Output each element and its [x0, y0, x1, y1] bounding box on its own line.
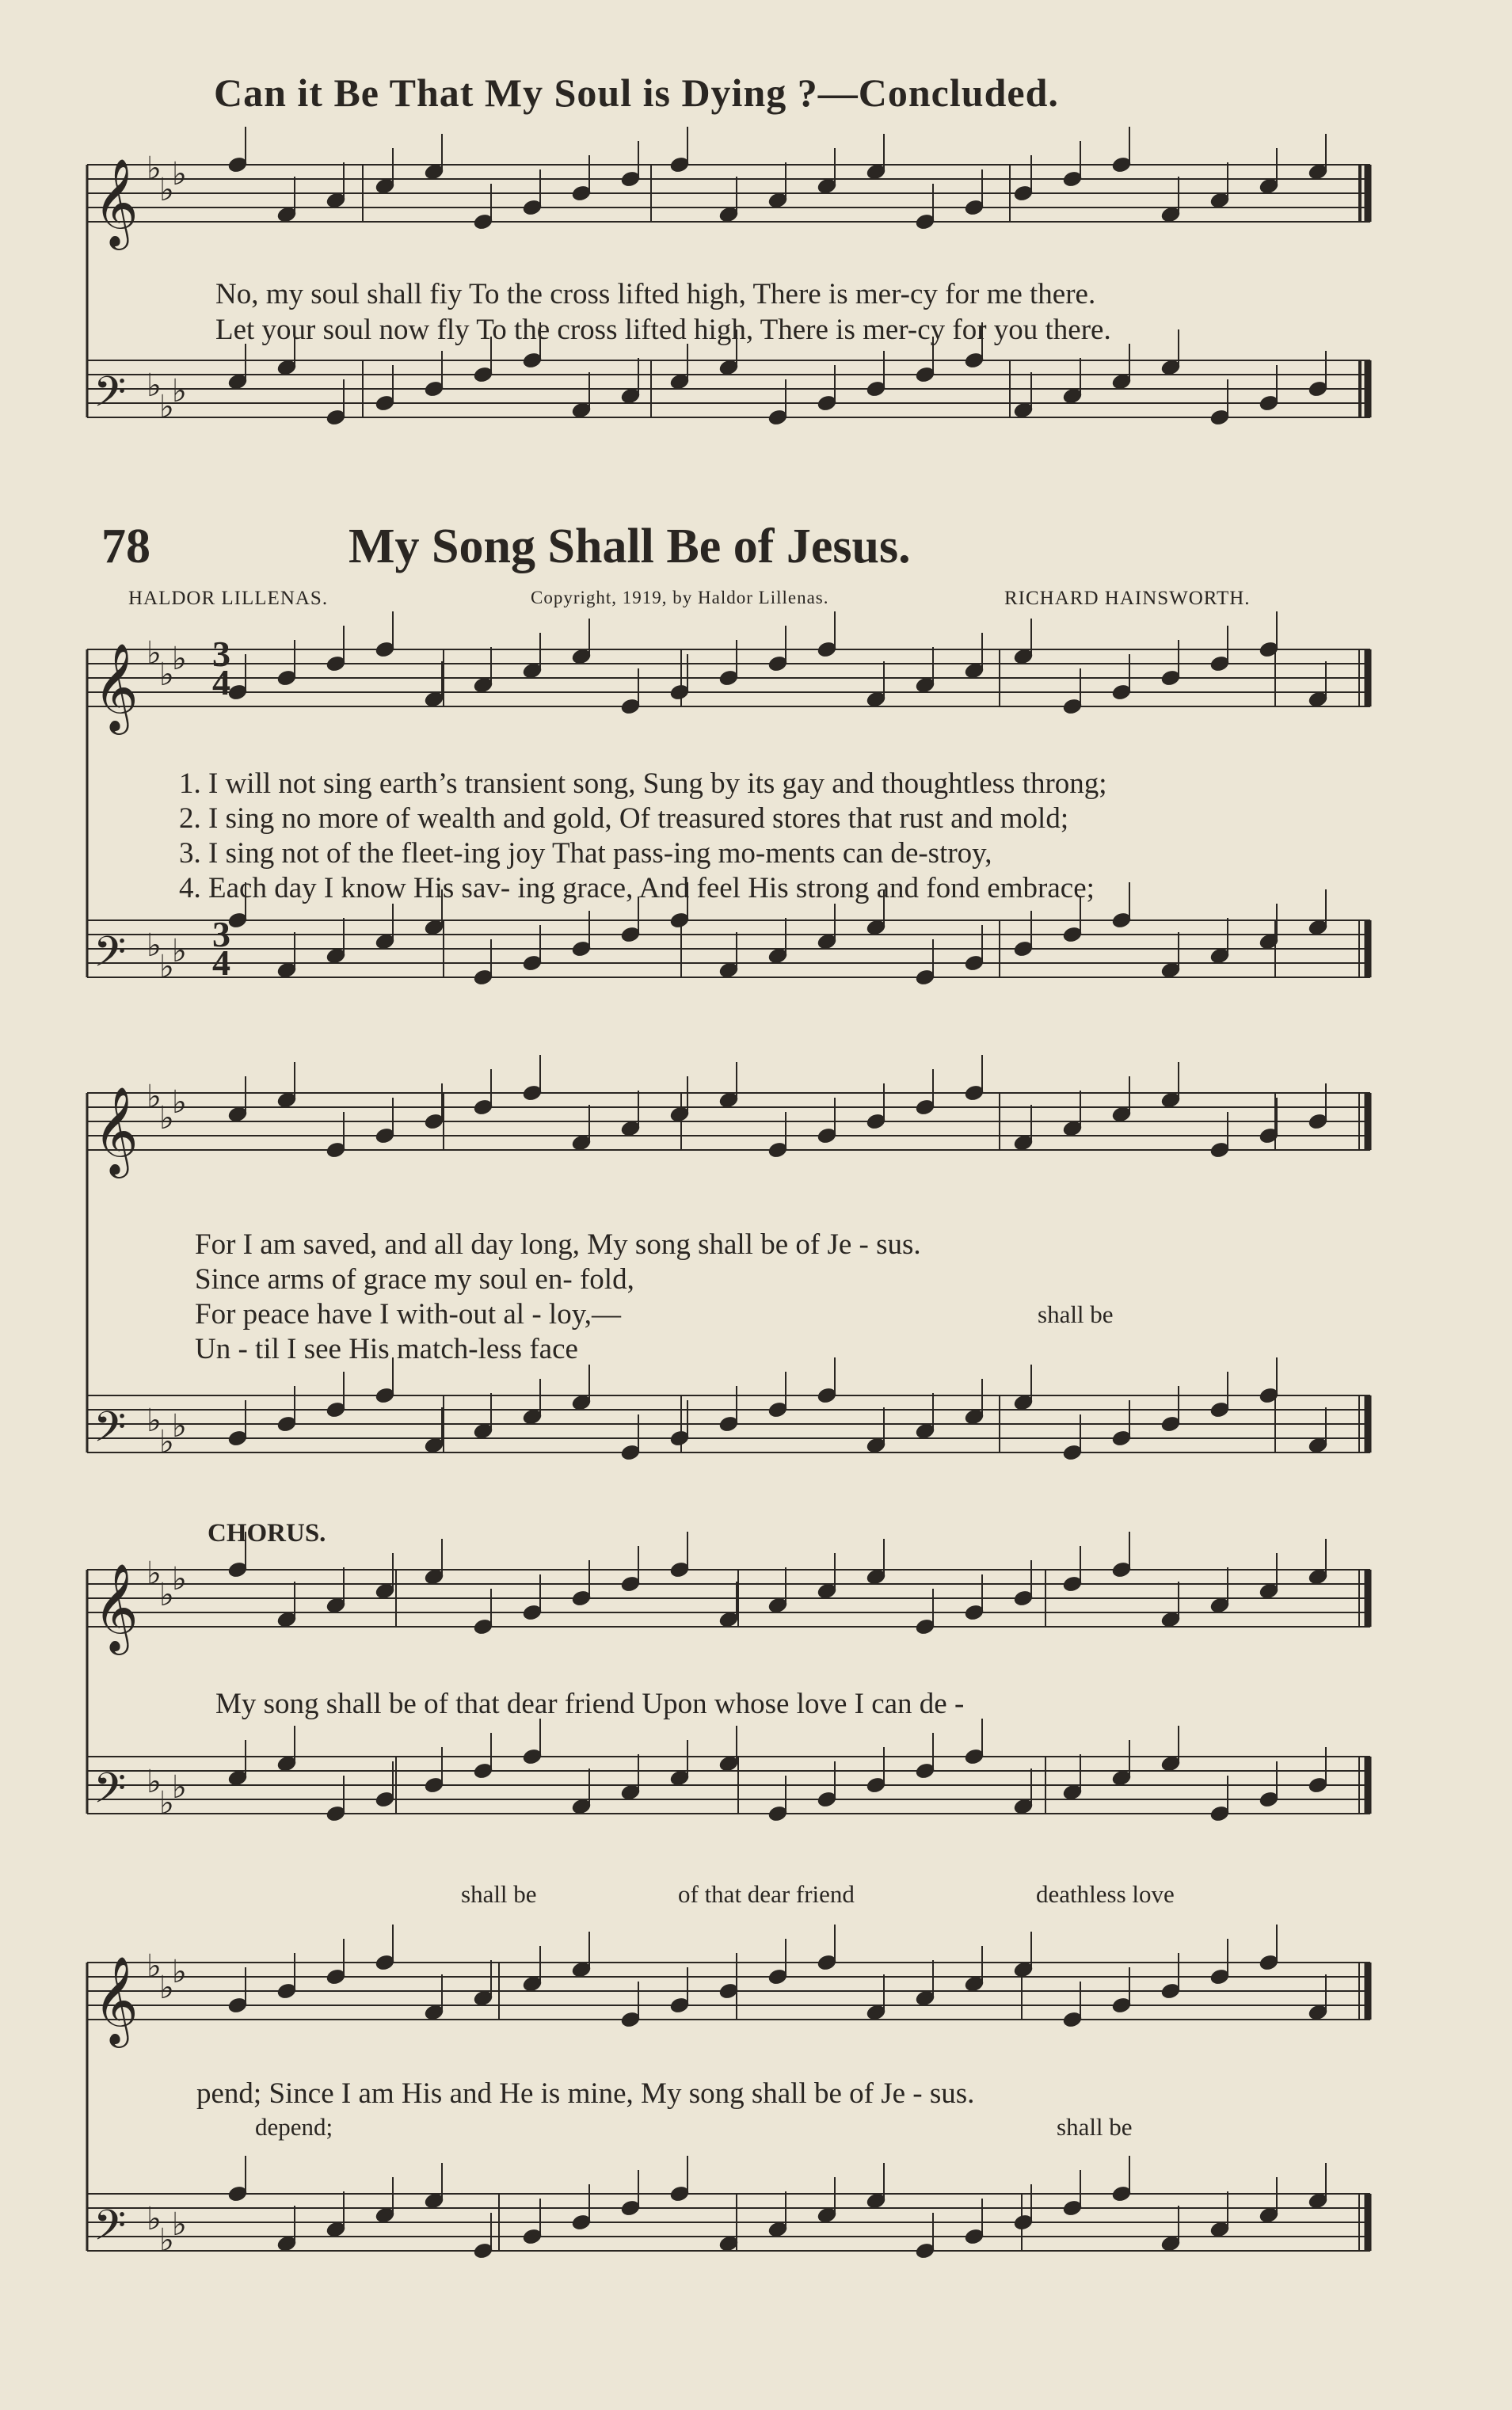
svg-text:♭: ♭	[172, 1769, 187, 1806]
svg-text:♭: ♭	[172, 373, 187, 409]
time-signature-bass: 3 4	[212, 914, 230, 983]
verse-1-line-1: 1. I will not sing earth’s transient song, Sung by its gay and thoughtless throng;	[179, 767, 1107, 800]
svg-text:𝄞: 𝄞	[93, 1563, 139, 1651]
svg-text:𝄢: 𝄢	[93, 928, 127, 987]
svg-text:♭: ♭	[147, 1555, 162, 1592]
svg-text:𝄢: 𝄢	[93, 2202, 127, 2260]
chorus-echo-3: deathless love	[1036, 1880, 1175, 1908]
svg-text:♭: ♭	[172, 1954, 187, 1990]
svg-text:♭: ♭	[159, 1424, 174, 1460]
svg-text:♭: ♭	[172, 156, 187, 192]
hymn-number: 78	[101, 520, 150, 573]
svg-text:𝄞: 𝄞	[93, 1955, 139, 2044]
svg-text:𝄢: 𝄢	[93, 368, 127, 427]
svg-text:♭: ♭	[147, 635, 162, 672]
svg-text:♭: ♭	[147, 1403, 162, 1439]
svg-text:𝄞: 𝄞	[93, 158, 139, 246]
svg-text:♭: ♭	[172, 641, 187, 677]
chorus-echo-depend: depend;	[255, 2113, 333, 2141]
svg-text:𝄢: 𝄢	[93, 1403, 127, 1462]
svg-text:♭: ♭	[159, 1970, 174, 2006]
svg-text:♭: ♭	[147, 1948, 162, 1985]
echo-shall-be: shall be	[1038, 1300, 1114, 1328]
svg-text:♭: ♭	[147, 1764, 162, 1800]
verse-4-line-2: Un - til I see His match-less face	[195, 1333, 578, 1365]
svg-text:♭: ♭	[172, 933, 187, 969]
continuation-lyric-line-2: Let your soul now fly To the cross lifted high, There is mer-cy for you there.	[215, 314, 1111, 346]
svg-text:♭: ♭	[147, 2201, 162, 2237]
svg-text:𝄞: 𝄞	[93, 1086, 139, 1175]
svg-text:♭: ♭	[172, 1408, 187, 1445]
hymn-title: My Song Shall Be of Jesus.	[348, 520, 911, 573]
svg-text:♭: ♭	[172, 1561, 187, 1597]
verse-4-line-1: 4. Each day I know His sav- ing grace, And feel His strong and fond embrace;	[179, 872, 1095, 904]
svg-text:♭: ♭	[159, 172, 174, 208]
chorus-label: CHORUS.	[208, 1519, 326, 1548]
verse-3-line-2: For peace have I with-out al - loy,—	[195, 1298, 622, 1331]
hymn-author: HALDOR LILLENAS.	[128, 588, 329, 609]
svg-text:♭: ♭	[159, 1577, 174, 1613]
chorus-echo-2: of that dear friend	[678, 1880, 855, 1908]
chorus-line-1: My song shall be of that dear friend Upon whose love I can de -	[215, 1688, 965, 1720]
verse-1-line-2: For I am saved, and all day long, My song shall be of Je - sus.	[195, 1228, 921, 1261]
chorus-echo-1: shall be	[461, 1880, 537, 1908]
svg-text:♭: ♭	[159, 949, 174, 985]
verse-2-line-2: Since arms of grace my soul en- fold,	[195, 1263, 634, 1296]
svg-text:♭: ♭	[147, 927, 162, 964]
time-signature-treble: 3 4	[212, 634, 230, 702]
svg-text:♭: ♭	[159, 1100, 174, 1136]
svg-text:♭: ♭	[147, 367, 162, 404]
svg-text:♭: ♭	[147, 150, 162, 187]
hymn-copyright: Copyright, 1919, by Haldor Lillenas.	[531, 588, 829, 607]
svg-text:♭: ♭	[159, 1785, 174, 1822]
verse-2-line-1: 2. I sing no more of wealth and gold, Of treasured stores that rust and mold;	[179, 802, 1069, 835]
chorus-echo-shall-be: shall be	[1057, 2113, 1133, 2141]
svg-text:♭: ♭	[147, 1079, 162, 1115]
svg-text:𝄢: 𝄢	[93, 1765, 127, 1823]
verse-3-line-1: 3. I sing not of the fleet-ing joy That pass-ing mo-ments can de-stroy,	[179, 837, 992, 870]
hymn-composer: RICHARD HAINSWORTH.	[1004, 588, 1251, 609]
svg-text:♭: ♭	[172, 2206, 187, 2243]
svg-text:♭: ♭	[159, 2222, 174, 2259]
continuation-title: Can it Be That My Soul is Dying ?—Concluded.	[214, 70, 1059, 115]
svg-text:♭: ♭	[159, 657, 174, 693]
chorus-line-2: pend; Since I am His and He is mine, My song shall be of Je - sus.	[196, 2077, 975, 2110]
svg-text:𝄞: 𝄞	[93, 642, 139, 731]
svg-text:♭: ♭	[172, 1084, 187, 1121]
continuation-lyric-line-1: No, my soul shall fiy To the cross lifted high, There is mer-cy for me there.	[215, 278, 1096, 310]
svg-text:♭: ♭	[159, 389, 174, 425]
